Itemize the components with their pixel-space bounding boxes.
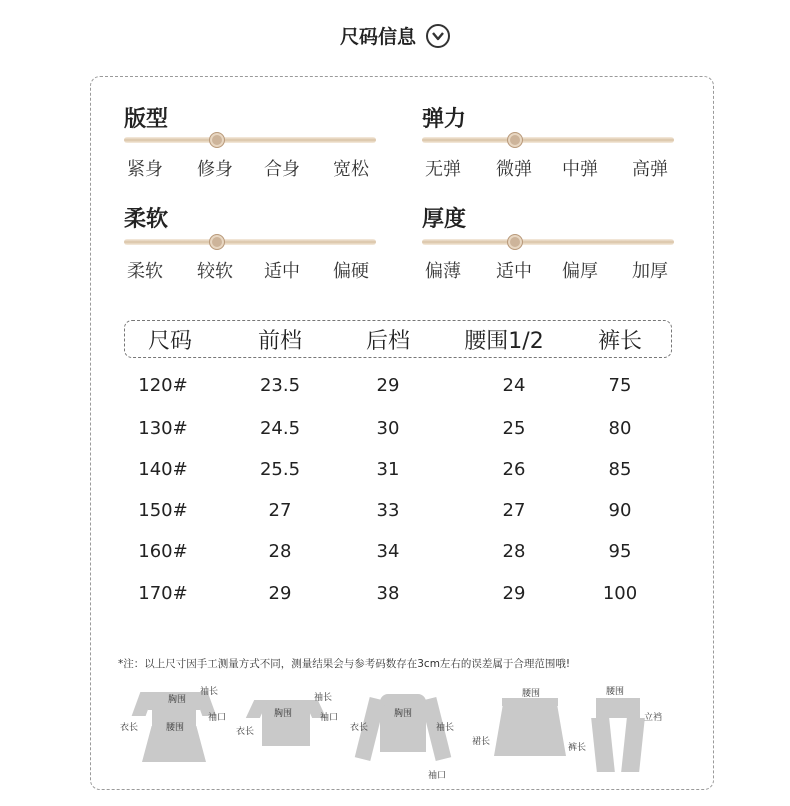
table-cell: 23.5 [259, 375, 301, 396]
fit-slider-knob [209, 132, 225, 148]
option-label: 柔软 [127, 261, 163, 282]
table-cell: 100 [602, 583, 638, 604]
table-cell: 29 [268, 583, 292, 604]
thickness-slider-knob [507, 234, 523, 250]
table-cell: 29 [376, 375, 400, 396]
table-cell: 90 [608, 500, 632, 521]
option-label: 微弹 [496, 159, 532, 180]
diagram-label: 袖口 [428, 771, 447, 781]
table-cell: 24.5 [259, 418, 301, 439]
table-header-cell: 尺码 [147, 329, 192, 354]
option-label: 适中 [264, 261, 300, 282]
table-cell: 38 [376, 583, 400, 604]
option-label: 高弹 [632, 159, 668, 180]
option-label: 偏厚 [562, 261, 598, 282]
table-cell: 120# [138, 375, 188, 396]
diagram-label: 裙长 [472, 737, 491, 747]
diagram-label: 腰围 [522, 689, 541, 699]
table-cell: 160# [138, 541, 188, 562]
option-label: 偏硬 [333, 261, 369, 282]
option-label: 无弹 [425, 159, 461, 180]
diagram-label: 胸围 [168, 695, 187, 705]
diagram-label: 袖口 [320, 713, 339, 723]
table-cell: 95 [608, 541, 632, 562]
table-cell: 28 [502, 541, 526, 562]
table-cell: 130# [138, 418, 188, 439]
table-cell: 27 [502, 500, 526, 521]
diagram-label: 袖长 [436, 723, 455, 733]
table-cell: 26 [502, 459, 526, 480]
table-header-cell: 前档 [257, 329, 302, 354]
diagram-label: 衣长 [236, 727, 255, 737]
table-header-cell: 裤长 [597, 329, 642, 354]
table-cell: 34 [376, 541, 400, 562]
table-cell: 170# [138, 583, 188, 604]
table-cell: 80 [608, 418, 632, 439]
table-cell: 27 [268, 500, 292, 521]
diagram-label: 裤长 [568, 743, 587, 753]
diagram-label: 衣长 [350, 723, 369, 733]
option-label: 适中 [496, 261, 532, 282]
attribute-label: 柔软 [124, 207, 169, 232]
option-label: 宽松 [333, 159, 369, 180]
chevron-down-icon[interactable] [426, 24, 450, 48]
table-cell: 30 [376, 418, 400, 439]
measurement-note: *注：以上尺寸因手工测量方式不同，测量结果会与参考码数存在3cm左右的误差属于合理范围哦! [118, 658, 571, 670]
skirt-diagram [470, 684, 580, 784]
table-cell: 24 [502, 375, 526, 396]
table-cell: 140# [138, 459, 188, 480]
table-cell: 29 [502, 583, 526, 604]
softness-slider-track [124, 239, 376, 245]
option-label: 修身 [197, 159, 233, 180]
diagram-label: 腰围 [606, 687, 625, 697]
tee-diagram [234, 684, 349, 784]
option-label: 合身 [264, 159, 300, 180]
option-label: 加厚 [632, 261, 668, 282]
diagram-label: 袖长 [314, 693, 333, 703]
diagram-label: 袖口 [208, 713, 227, 723]
table-cell: 28 [268, 541, 292, 562]
option-label: 偏薄 [425, 261, 461, 282]
attribute-label: 弹力 [422, 107, 467, 132]
attribute-label: 版型 [124, 107, 169, 132]
section-header [0, 22, 790, 49]
diagram-label: 立裆 [644, 713, 663, 723]
dress-diagram [118, 684, 238, 784]
table-cell: 33 [376, 500, 400, 521]
elasticity-slider-track [422, 137, 674, 143]
diagram-label: 胸围 [274, 709, 293, 719]
diagram-label: 袖长 [200, 687, 219, 697]
table-cell: 25.5 [259, 459, 301, 480]
elasticity-slider-knob [507, 132, 523, 148]
table-cell: 31 [376, 459, 400, 480]
page-title: 尺码信息 [339, 26, 416, 48]
option-label: 紧身 [127, 159, 163, 180]
diagram-label: 衣长 [120, 723, 139, 733]
attribute-label: 厚度 [422, 207, 467, 232]
table-header-cell: 腰围1/2 [464, 329, 544, 354]
table-cell: 85 [608, 459, 632, 480]
softness-slider-knob [209, 234, 225, 250]
sweater-diagram [348, 684, 468, 784]
pants-diagram [566, 680, 690, 784]
option-label: 中弹 [562, 159, 598, 180]
table-cell: 25 [502, 418, 526, 439]
table-cell: 150# [138, 500, 188, 521]
thickness-slider-track [422, 239, 674, 245]
fit-slider-track [124, 137, 376, 143]
diagram-label: 腰围 [166, 723, 185, 733]
diagram-label: 胸围 [394, 709, 413, 719]
table-header-cell: 后档 [365, 329, 410, 354]
table-cell: 75 [608, 375, 632, 396]
option-label: 较软 [197, 261, 233, 282]
